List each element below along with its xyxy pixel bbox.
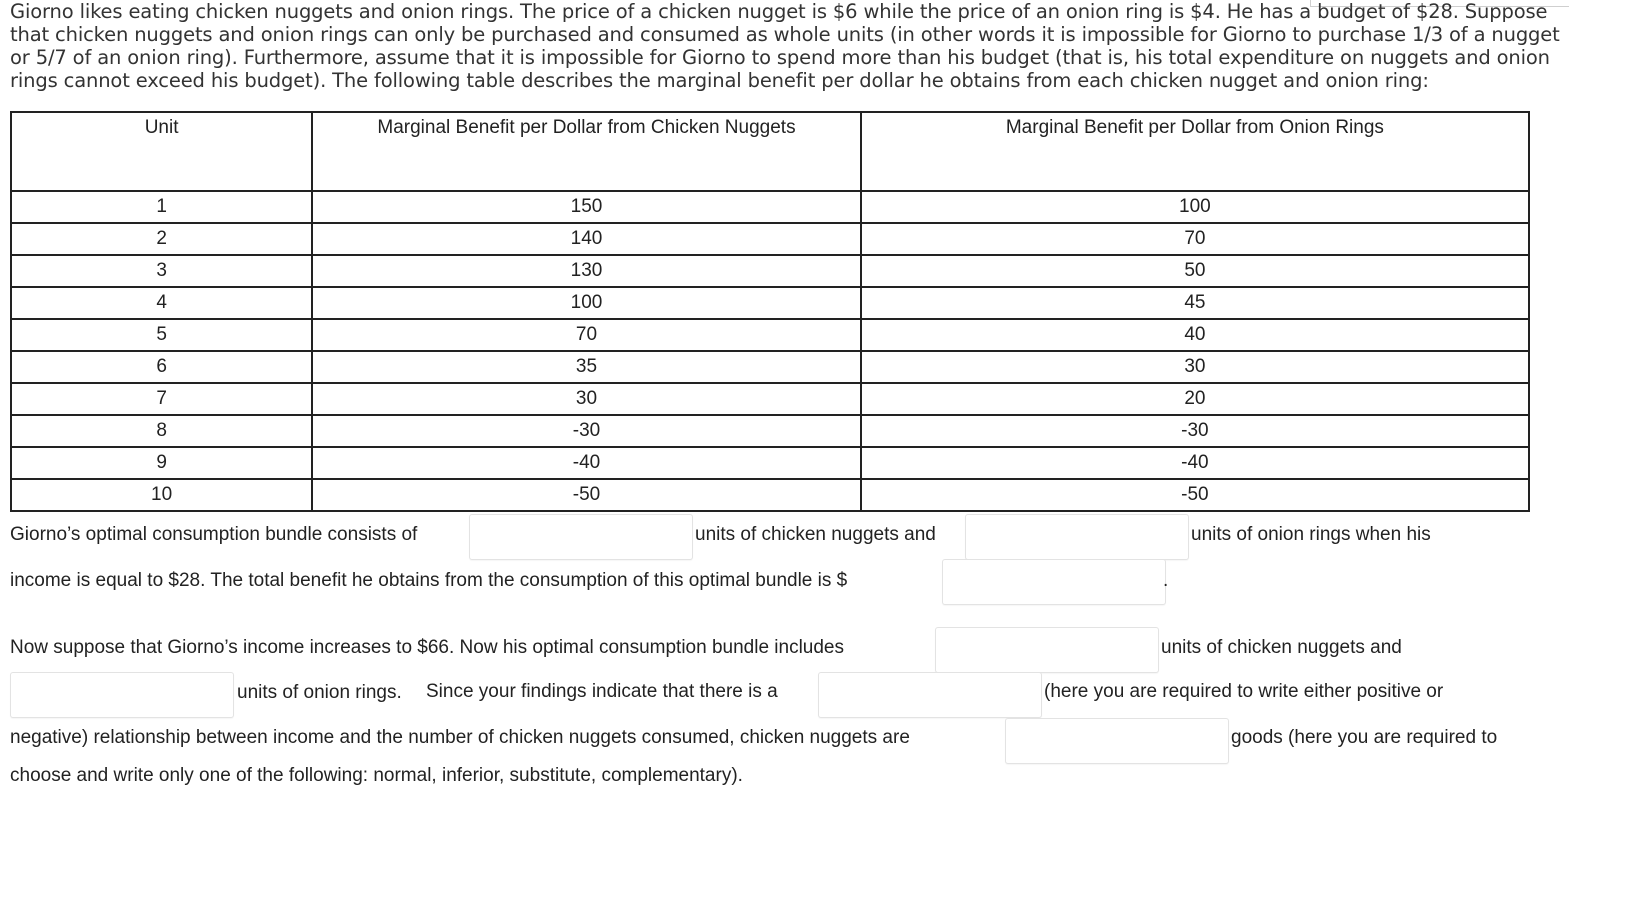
cell-rings: 40 [861, 319, 1529, 351]
table-row [11, 415, 1529, 447]
question-text: Since your findings indicate that there is a [426, 681, 778, 702]
question-text: units of chicken nuggets and [1161, 637, 1402, 658]
question-text: (here you are required to write either positive or [1044, 681, 1444, 702]
cell-unit: 8 [11, 415, 312, 447]
cell-unit: 9 [11, 447, 312, 479]
cell-unit: 2 [11, 223, 312, 255]
rings-at-28-input[interactable] [965, 514, 1189, 560]
cell-rings: 30 [861, 351, 1529, 383]
cell-unit: 10 [11, 479, 312, 511]
cell-rings: 50 [861, 255, 1529, 287]
marginal-benefit-table [10, 111, 1530, 512]
cell-unit: 4 [11, 287, 312, 319]
cell-rings: -30 [861, 415, 1529, 447]
cell-rings: 100 [861, 191, 1529, 223]
cell-nuggets: 100 [312, 287, 861, 319]
question-text: goods (here you are required to [1231, 727, 1498, 748]
table-row [11, 287, 1529, 319]
cell-unit: 6 [11, 351, 312, 383]
cell-nuggets: 130 [312, 255, 861, 287]
question-text: Giorno’s optimal consumption bundle consists of [10, 524, 418, 545]
table-row [11, 191, 1529, 223]
total-benefit-input[interactable] [942, 559, 1169, 605]
question-text: units of onion rings. [237, 682, 402, 703]
rings-at-66-input[interactable] [10, 672, 234, 718]
header-unit: Unit [11, 112, 312, 191]
question-text: units of onion rings when his [1191, 524, 1431, 545]
table-row [11, 447, 1529, 479]
nuggets-at-28-input[interactable] [469, 514, 693, 560]
nuggets-at-66-input[interactable] [935, 627, 1159, 673]
cell-nuggets: 30 [312, 383, 861, 415]
header-nuggets: Marginal Benefit per Dollar from Chicken Nuggets [312, 112, 861, 191]
table-row [11, 479, 1529, 511]
question-text: units of chicken nuggets and [695, 524, 936, 545]
question-text: Now suppose that Giorno’s income increases to $66. Now his optimal consumption bundle includes [10, 637, 844, 658]
question-text: income is equal to $28. The total benefit he obtains from the consumption of this optimal bundle is $ [10, 570, 848, 591]
cell-nuggets: -50 [312, 479, 861, 511]
question-text: choose and write only one of the following: normal, inferior, substitute, complementary). [10, 765, 743, 786]
relationship-input[interactable] [818, 672, 1042, 718]
cell-nuggets: 140 [312, 223, 861, 255]
table-row [11, 351, 1529, 383]
question-text: negative) relationship between income and the number of chicken nuggets consumed, chicken nuggets are [10, 727, 910, 748]
table-row [11, 255, 1529, 287]
cell-rings: -50 [861, 479, 1529, 511]
cell-unit: 7 [11, 383, 312, 415]
intro-paragraph: Giorno likes eating chicken nuggets and onion rings. The price of a chicken nugget is $6 while the price of an onion ring is $4. He has a budget of $28. Suppose that chicken nuggets and onion rings can only be purchased and consumed as whole units (in other words it is impossible for Giorno to purchase 1/3 of a nugget or 5/7 of an onion ring). Furthermore, assume that it is impossible for Giorno to spend more than his budget (that is, his total expenditure on nuggets and onion rings cannot exceed his budget). The following table describes the marginal benefit per dollar he obtains from each chicken nugget and onion ring: [10, 0, 1560, 92]
cell-unit: 5 [11, 319, 312, 351]
table-header-row [11, 112, 1529, 191]
cell-rings: -40 [861, 447, 1529, 479]
cell-nuggets: 70 [312, 319, 861, 351]
table-row [11, 319, 1529, 351]
cell-rings: 20 [861, 383, 1529, 415]
question-text: . [1163, 570, 1169, 591]
cell-nuggets: -30 [312, 415, 861, 447]
table-row [11, 223, 1529, 255]
cell-nuggets: -40 [312, 447, 861, 479]
header-onion-rings: Marginal Benefit per Dollar from Onion Rings [861, 112, 1529, 191]
good-type-input[interactable] [1005, 718, 1229, 764]
cell-nuggets: 150 [312, 191, 861, 223]
cell-unit: 3 [11, 255, 312, 287]
cell-unit: 1 [11, 191, 312, 223]
cell-rings: 45 [861, 287, 1529, 319]
table-row [11, 383, 1529, 415]
cell-rings: 70 [861, 223, 1529, 255]
cell-nuggets: 35 [312, 351, 861, 383]
